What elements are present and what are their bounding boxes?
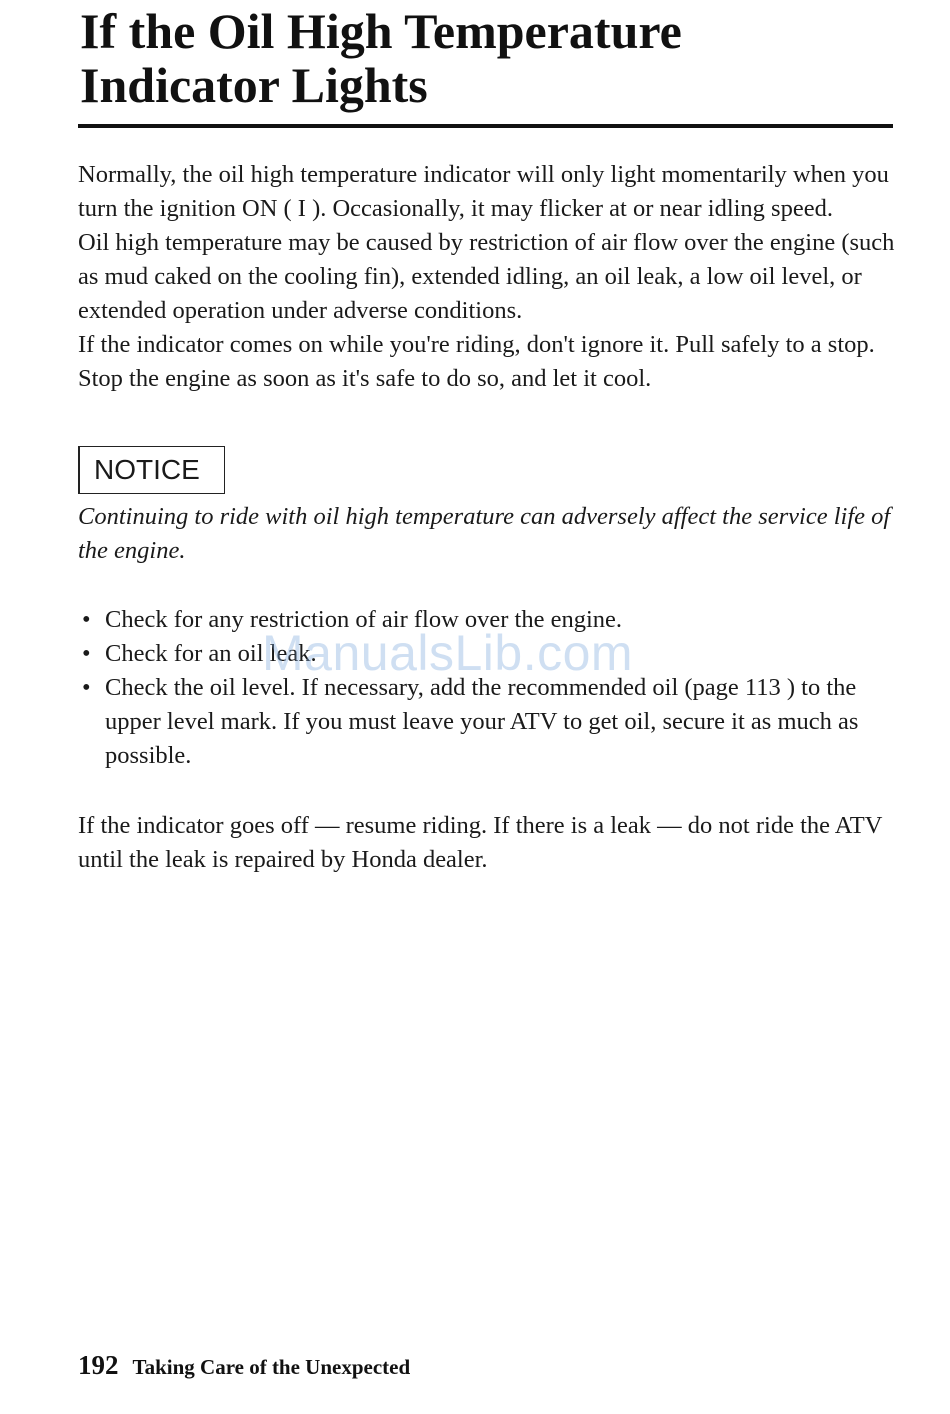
title-line-1: If the Oil High Temperature [80,3,682,59]
bullet-icon: • [82,606,91,633]
paragraph-normal-behavior: Normally, the oil high temperature indicator will only light momentarily when you turn the ignition ON ( I ). Occasionally, it may flicker at or near idling speed. [78,161,889,222]
title-line-2: Indicator Lights [80,57,428,113]
title-rule [78,124,893,128]
closing-paragraph: If the indicator goes off — resume riding. If there is a leak — do not ride the ATV until the leak is repaired by Honda dealer. [78,812,882,873]
list-item [78,671,898,773]
bullet-text: Check for an oil leak. [105,640,317,667]
section-title: Taking Care of the Unexpected [132,1355,411,1379]
paragraph-what-to-do: If the indicator comes on while you're riding, don't ignore it. Pull safely to a stop. Stop the engine as soon as it's safe to do so, and let it cool. [78,331,875,392]
page-number: 192 [78,1350,119,1380]
bullet-text: Check for any restriction of air flow over the engine. [105,606,623,633]
bullet-icon: • [82,674,91,701]
notice-label: NOTICE [78,446,225,494]
watermark: ManualsLib.com [262,625,634,681]
page-title [80,4,900,112]
page-footer [78,1350,410,1381]
bullet-icon: • [82,640,91,667]
intro-paragraphs [78,158,898,396]
paragraph-causes: Oil high temperature may be caused by restriction of air flow over the engine (such as mud caked on the cooling fin), extended idling, an oil leak, a low oil level, or extended operation under adverse conditions. [78,229,895,324]
bullet-text: Check the oil level. If necessary, add the recommended oil (page 113 ) to the upper level mark. If you must leave your ATV to get oil, secure it as much as possible. [105,674,859,769]
notice-text: Continuing to ride with oil high temperature can adversely affect the service life of the engine. [78,503,891,564]
